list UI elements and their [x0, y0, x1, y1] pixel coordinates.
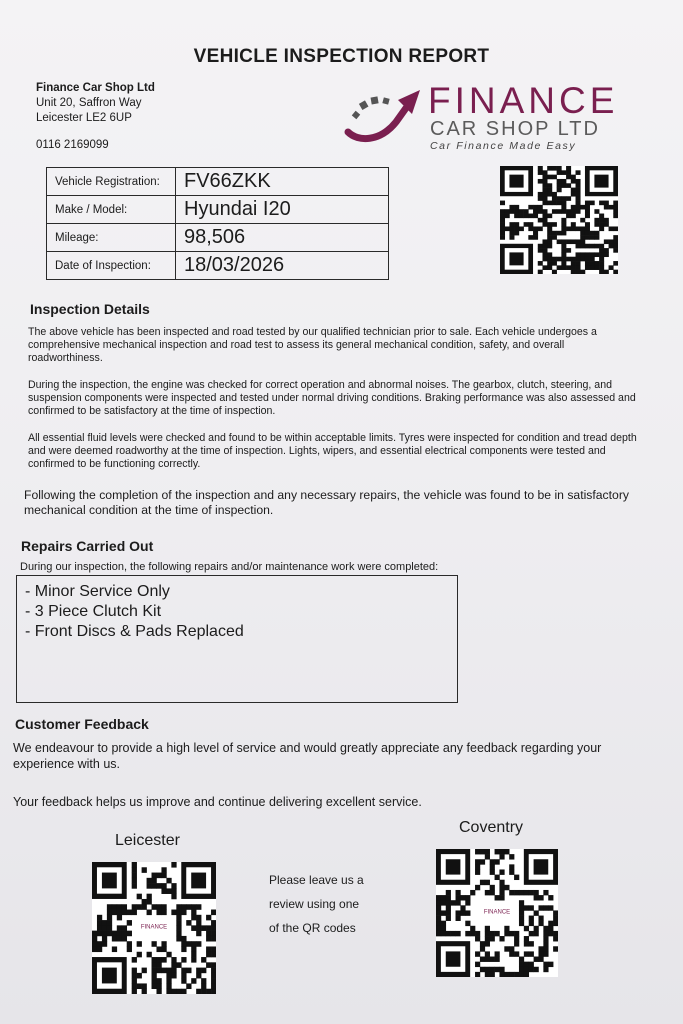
qr-code-leicester[interactable] — [92, 862, 216, 994]
company-phone: 0116 2169099 — [36, 139, 109, 151]
inspection-paragraph: The above vehicle has been inspected and road tested by our qualified technician prior to sale. Each vehicle undergoes a comprehensive mechanical inspection and road test to assess its general mechanical condition, safety, and overall roadworthiness. — [28, 326, 597, 364]
company-details — [36, 81, 155, 153]
repairs-heading: Repairs Carried Out — [21, 538, 154, 554]
repair-item: - Minor Service Only — [25, 583, 170, 600]
inspection-paragraph: During the inspection, the engine was checked for correct operation and abnormal noises. The gearbox, clutch, steering, and suspension components were inspected and tested under normal driving conditions. Braking performance was also assessed and confirmed to be satisfactory at the time of inspection. — [28, 379, 636, 417]
logo-line2: CAR SHOP LTD — [430, 118, 600, 140]
company-name: Finance Car Shop Ltd — [36, 82, 155, 94]
vehicle-label: Date of Inspection: — [47, 252, 176, 280]
vehicle-label: Mileage: — [47, 224, 176, 252]
qr-code-coventry[interactable] — [436, 849, 558, 977]
vehicle-row-mileage — [47, 224, 389, 252]
vehicle-value: 98,506 — [176, 224, 389, 252]
review-line: review using one — [269, 897, 360, 911]
repair-item: - 3 Piece Clutch Kit — [25, 603, 162, 620]
feedback-heading: Customer Feedback — [15, 716, 149, 732]
company-address-line2: Leicester LE2 6UP — [36, 112, 132, 124]
inspection-paragraph: Following the completion of the inspection and any necessary repairs, the vehicle was found to be in satisfactory mechanical condition at the time of inspection. — [24, 488, 629, 517]
review-instructions — [269, 868, 389, 940]
vehicle-details-table — [46, 167, 389, 280]
logo-swoosh-icon — [340, 80, 435, 150]
repairs-list — [16, 575, 458, 703]
feedback-text: We endeavour to provide a high level of service and would greatly appreciate any feedback regarding your experience with us. — [13, 741, 602, 771]
page-title: VEHICLE INSPECTION REPORT — [193, 46, 490, 67]
inspection-paragraph: All essential fluid levels were checked and found to be within acceptable limits. Tyres were inspected for condition and tread depth and were deemed roadworthy at the time of inspection. Lights, wipers, and essential electrical components were tested and confirmed to be functioning correctly. — [28, 432, 637, 470]
vehicle-value: 18/03/2026 — [176, 252, 389, 280]
repairs-intro: During our inspection, the following repairs and/or maintenance work were completed: — [20, 561, 439, 573]
feedback-text: Your feedback helps us improve and continue delivering excellent service. — [13, 795, 422, 809]
vehicle-row-inspection-date — [47, 252, 389, 280]
company-logo — [340, 80, 630, 156]
review-line: Please leave us a — [269, 873, 364, 887]
logo-line1: FINANCE — [428, 80, 619, 121]
company-address-line1: Unit 20, Saffron Way — [36, 97, 142, 109]
vehicle-row-make-model — [47, 196, 389, 224]
vehicle-label: Make / Model: — [47, 196, 176, 224]
vehicle-value: FV66ZKK — [176, 168, 389, 196]
qr-logo-text: FINANCE — [483, 909, 511, 916]
review-line: of the QR codes — [269, 921, 356, 935]
logo-tagline: Car Finance Made Easy — [430, 140, 577, 152]
qr-logo-text: FINANCE — [140, 924, 168, 931]
vehicle-label: Vehicle Registration: — [47, 168, 176, 196]
repair-item: - Front Discs & Pads Replaced — [25, 623, 244, 640]
inspection-heading: Inspection Details — [30, 301, 150, 317]
location-coventry: Coventry — [459, 819, 524, 836]
location-leicester: Leicester — [115, 832, 180, 849]
vehicle-row-registration — [47, 168, 389, 196]
qr-code-main[interactable] — [500, 166, 618, 274]
vehicle-value: Hyundai I20 — [176, 196, 389, 224]
